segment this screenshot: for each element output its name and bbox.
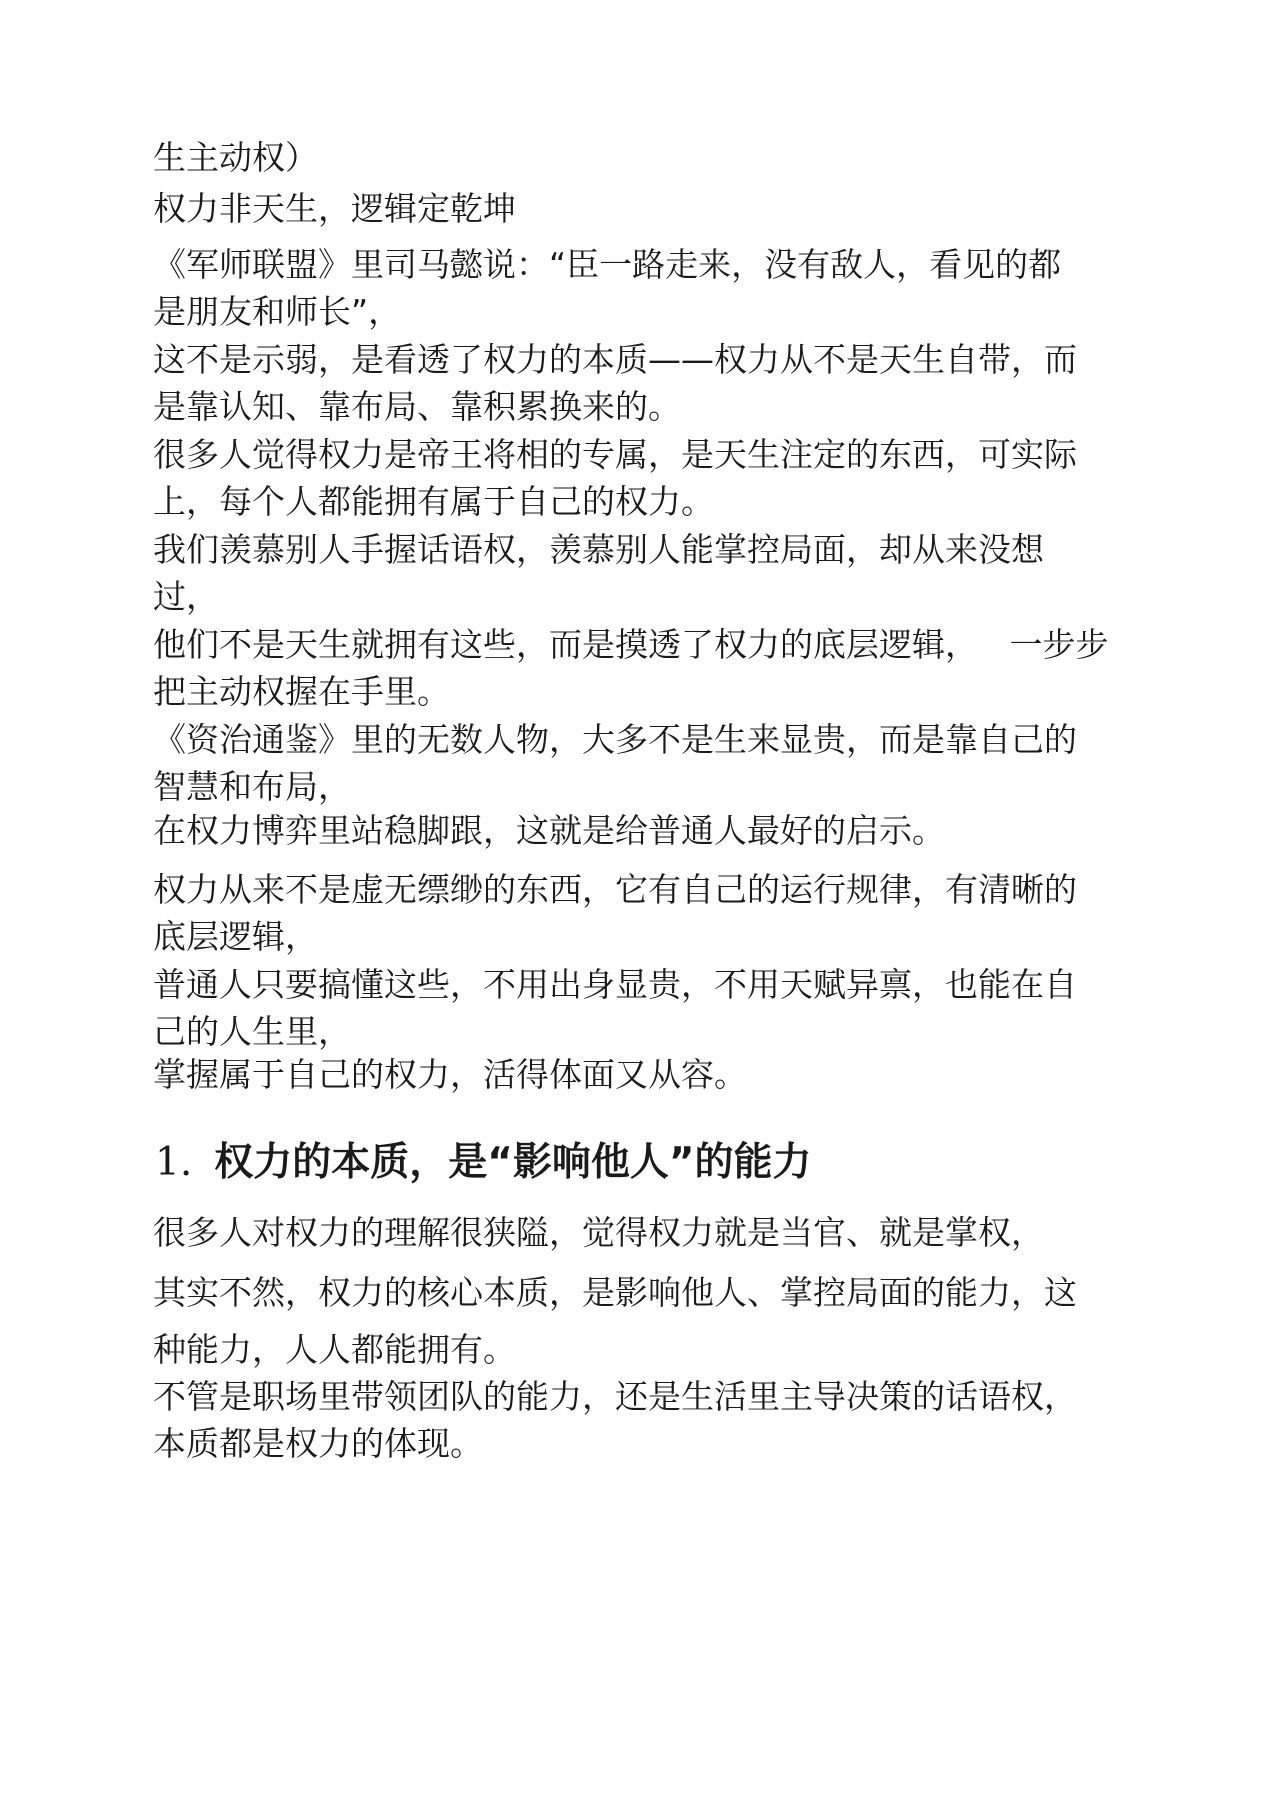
section-heading <box>155 1138 1155 1188</box>
paragraph-8: 《资治通鉴》里的无数人物，大多不是生来显贵，而是靠自己的 智慧和布局， <box>153 720 1077 806</box>
section-paragraph-1: 很多人对权力的理解很狭隘，觉得权力就是当官、就是掌权， <box>153 1213 1044 1252</box>
paragraph-3: 《军师联盟》里司马懿说：“臣一路走来，没有敌人，看见的都 是朋友和师长”， <box>153 245 1062 331</box>
paragraph-9: 在权力博弈里站稳脚跟，这就是给普通人最好的启示。 <box>153 811 945 850</box>
section-number: 1. <box>155 1140 193 1185</box>
section-title: 权力的本质，是“影响他人”的能力 <box>214 1140 812 1185</box>
paragraph-5: 很多人觉得权力是帝王将相的专属，是天生注定的东西，可实际 上，每个人都能拥有属于自己的权力。 <box>153 435 1077 521</box>
paragraph-11: 普通人只要搞懂这些，不用出身显贵，不用天赋异禀，也能在自 己的人生里， <box>153 965 1077 1051</box>
paragraph-10: 权力从来不是虚无缥缈的东西，它有自己的运行规律，有清晰的 底层逻辑， <box>153 870 1077 956</box>
section-paragraph-3: 不管是职场里带领团队的能力，还是生活里主导决策的话语权， 本质都是权力的体现。 <box>153 1377 1077 1463</box>
section-paragraph-2: 其实不然，权力的核心本质，是影响他人、掌控局面的能力，这 种能力，人人都能拥有。 <box>153 1273 1077 1369</box>
paragraph-2: 权力非天生，逻辑定乾坤 <box>153 189 516 228</box>
paragraph-12: 掌握属于自己的权力，活得体面又从容。 <box>153 1055 747 1094</box>
paragraph-7: 他们不是天生就拥有这些，而是摸透了权力的底层逻辑， 一步步 把主动权握在手里。 <box>153 625 1109 711</box>
paragraph-6: 我们羡慕别人手握话语权，羡慕别人能掌控局面，却从来没想 过， <box>153 530 1044 616</box>
paragraph-1: 生主动权） <box>153 138 318 177</box>
paragraph-4: 这不是示弱，是看透了权力的本质——权力从不是天生自带，而 是靠认知、靠布局、靠积累换来的。 <box>153 340 1077 426</box>
